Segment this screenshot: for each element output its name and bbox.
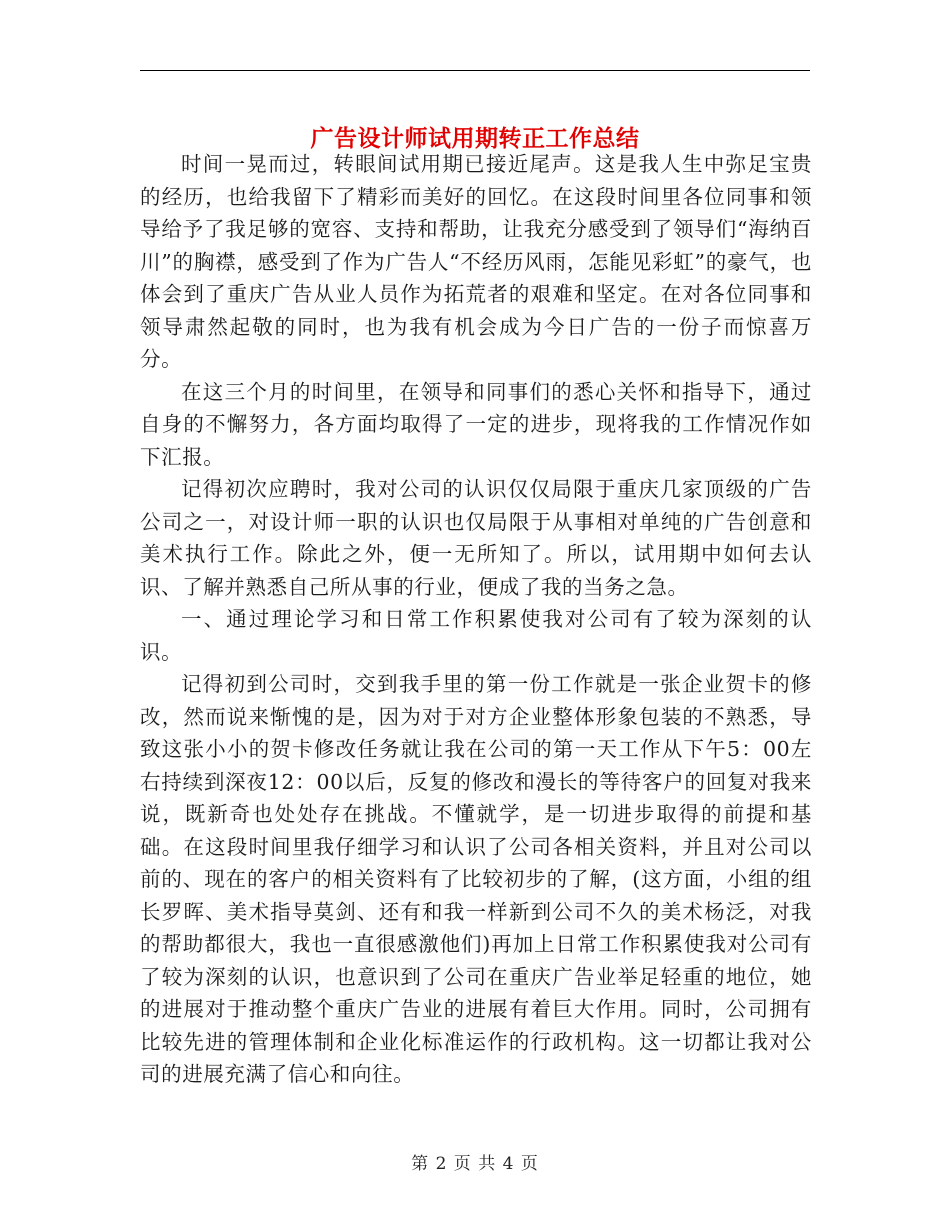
section-heading-one: 一、通过理论学习和日常工作积累使我对公司有了较为深刻的认识。: [140, 607, 812, 664]
document-title: 广告设计师试用期转正工作总结: [310, 126, 640, 153]
document-body: [140, 148, 812, 1091]
header-rule: [140, 70, 810, 71]
paragraph-first-interview: 记得初次应聘时，我对公司的认识仅仅局限于重庆几家顶级的广告公司之一，对设计师一职的认识也仅局限于从事相对单纯的广告创意和美术执行工作。除此之外，便一无所知了。所以，试用期中如何去认识、了解并熟悉自己所从事的行业，便成了我的当务之急。: [140, 477, 812, 599]
paragraph-first-task: 记得初到公司时，交到我手里的第一份工作就是一张企业贺卡的修改，然而说来惭愧的是，因为对于对方企业整体形象包装的不熟悉，导致这张小小的贺卡修改任务就让我在公司的第一天工作从下午5：00左右持续到深夜12：00以后，反复的修改和漫长的等待客户的回复对我来说，既新奇也处处存在挑战。不懂就学，是一切进步取得的前提和基础。在这段时间里我仔细学习和认识了公司各相关资料，并且对公司以前的、现在的客户的相关资料有了比较初步的了解，(这方面，小组的组长罗晖、美术指导莫剑、还有和我一样新到公司不久的美术杨泛，对我的帮助都很大，我也一直很感激他们)再加上日常工作积累使我对公司有了较为深刻的认识，也意识到了公司在重庆广告业举足轻重的地位，她的进展对于推动整个重庆广告业的进展有着巨大作用。同时，公司拥有比较先进的管理体制和企业化标准运作的行政机构。这一切都让我对公司的进展充满了信心和向往。: [140, 672, 812, 1086]
paragraph-report-intro: 在这三个月的时间里，在领导和同事们的悉心关怀和指导下，通过自身的不懈努力，各方面均取得了一定的进步，现将我的工作情况作如下汇报。: [140, 379, 812, 469]
page-number-footer: 第 2 页 共 4 页: [411, 1154, 539, 1174]
paragraph-intro: 时间一晃而过，转眼间试用期已接近尾声。这是我人生中弥足宝贵的经历，也给我留下了精彩而美好的回忆。在这段时间里各位同事和领导给予了我足够的宽容、支持和帮助，让我充分感受到了领导们“海纳百川”的胸襟，感受到了作为广告人“不经历风雨，怎能见彩虹”的豪气，也体会到了重庆广告从业人员作为拓荒者的艰难和坚定。在对各位同事和领导肃然起敬的同时，也为我有机会成为今日广告的一份子而惊喜万分。: [140, 152, 812, 371]
